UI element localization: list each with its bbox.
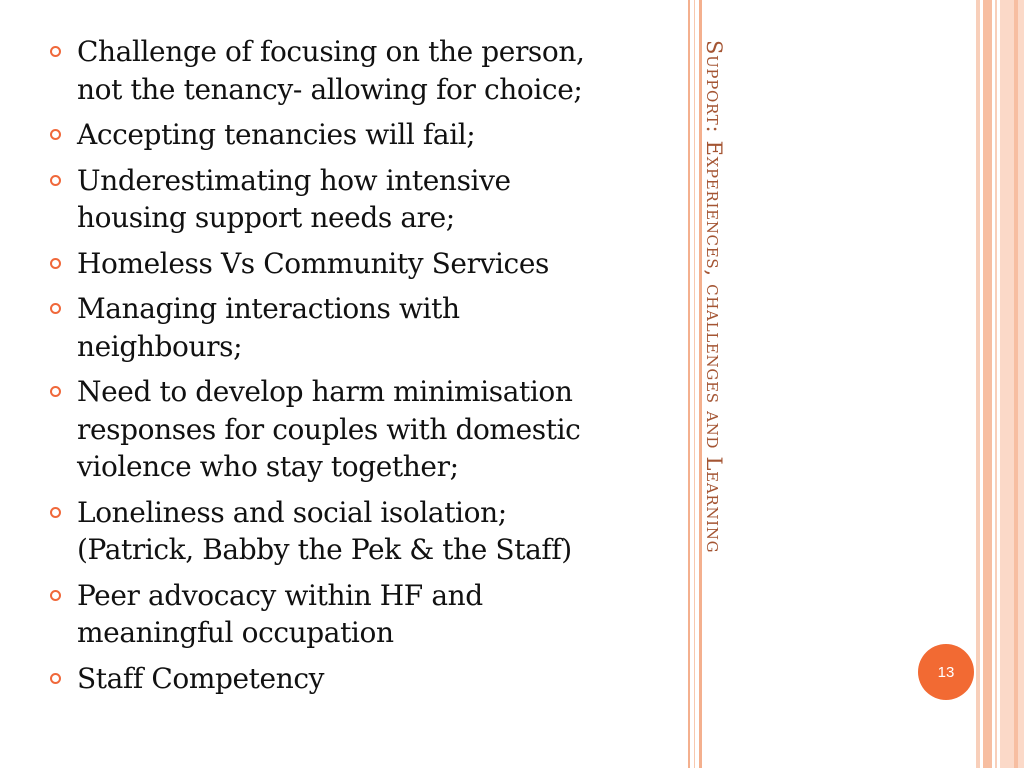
bullet-text-line: violence who stay together; [77, 450, 459, 483]
bullet-text-line: Managing interactions with [77, 292, 460, 325]
hollow-circle-bullet-icon [50, 258, 61, 269]
bullet-text-line: meaningful occupation [77, 616, 394, 649]
bullet-item [50, 162, 670, 237]
decorative-stripe [983, 0, 992, 768]
bullet-text-line: Peer advocacy within HF and [77, 578, 483, 612]
bullet-item [50, 660, 670, 698]
bullet-item [50, 33, 670, 108]
bullet-text-line: Accepting tenancies will fail; [77, 118, 476, 151]
hollow-circle-bullet-icon [50, 673, 61, 684]
bullet-item [50, 116, 670, 154]
hollow-circle-bullet-icon [50, 386, 61, 397]
decorative-stripe [1014, 0, 1018, 768]
hollow-circle-bullet-icon [50, 46, 61, 57]
bullet-text-line: Challenge of focusing on the person, [77, 35, 585, 68]
bullet-item [50, 245, 670, 283]
bullet-item [50, 290, 670, 365]
decorative-stripe [995, 0, 997, 768]
bullet-text-line: neighbours; [77, 329, 243, 363]
bullet-text-line: housing support needs are; [77, 201, 455, 234]
slide-title: Support: Experiences, challenges and Learning [702, 40, 726, 554]
hollow-circle-bullet-icon [50, 129, 61, 140]
bullet-text-line: Loneliness and social isolation; [77, 495, 507, 529]
bullet-text-line: not the tenancy- allowing for choice; [77, 72, 583, 106]
bullet-text-line: (Patrick, Babby the Pek & the Staff) [77, 533, 572, 566]
decorative-stripe [1000, 0, 1024, 768]
decorative-stripe [694, 0, 695, 768]
title-area [702, 40, 742, 700]
hollow-circle-bullet-icon [50, 507, 61, 518]
bullet-item [50, 373, 670, 486]
hollow-circle-bullet-icon [50, 175, 61, 186]
hollow-circle-bullet-icon [50, 590, 61, 601]
bullet-text-line: Staff Competency [77, 661, 325, 695]
bullet-text-line: responses for couples with domestic [77, 412, 581, 446]
bullet-text-line: Underestimating how intensive [77, 163, 511, 197]
bullet-text-line: Homeless Vs Community Services [77, 246, 549, 280]
bullet-list [50, 33, 670, 705]
bullet-item [50, 577, 670, 652]
page-number-badge: 13 [918, 644, 974, 700]
bullet-item [50, 494, 670, 569]
bullet-text-line: Need to develop harm minimisation [77, 375, 573, 408]
hollow-circle-bullet-icon [50, 303, 61, 314]
decorative-stripe [976, 0, 980, 768]
decorative-stripe [688, 0, 690, 768]
